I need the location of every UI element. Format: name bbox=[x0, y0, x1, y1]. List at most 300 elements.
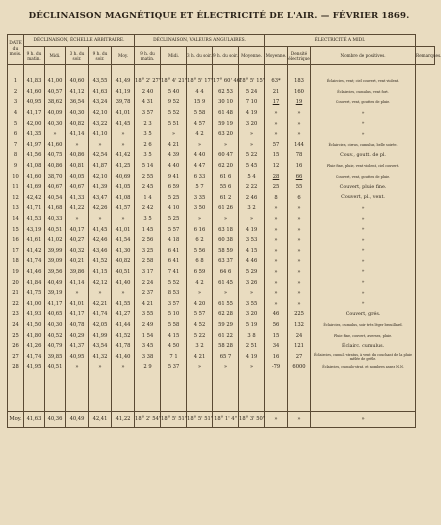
page-title: DÉCLINAISON MAGNÉTIQUE ET ÉLECTRICITÉ DE L'AIR. — FÉVRIER 1869. bbox=[28, 11, 410, 21]
table-row bbox=[8, 277, 435, 288]
table-row bbox=[8, 341, 435, 352]
table-cell: 5 25 bbox=[161, 193, 187, 204]
day-cell: 20 bbox=[8, 277, 24, 288]
table-cell: » bbox=[239, 129, 265, 140]
table-cell: » bbox=[239, 362, 265, 373]
table-cell: 3 2 bbox=[187, 341, 213, 352]
table-cell: 3 35 bbox=[187, 193, 213, 204]
table-cell: » bbox=[265, 267, 288, 278]
table-cell: » bbox=[288, 298, 311, 309]
table-cell: 40,81 bbox=[66, 161, 89, 172]
table-cell: 41,22 bbox=[66, 203, 89, 214]
table-cell: 41,37 bbox=[66, 341, 89, 352]
table-cell: 40,75 bbox=[45, 150, 66, 161]
remark-cell: Éclaircies, vent; ciel couvert, vent violent. bbox=[311, 76, 416, 87]
table-cell: 4 21 bbox=[135, 298, 161, 309]
table-cell: 4 21 bbox=[187, 351, 213, 362]
table-cell: » bbox=[112, 362, 135, 373]
table-cell: 43,47 bbox=[89, 193, 112, 204]
table-cell: 41,93 bbox=[24, 309, 45, 320]
table-cell: 2 55 bbox=[135, 171, 161, 182]
table-cell: 61 55 bbox=[213, 298, 239, 309]
table-cell: 27 bbox=[288, 351, 311, 362]
table-cell: 41,49 bbox=[112, 76, 135, 87]
table-cell: 42,46 bbox=[89, 235, 112, 246]
table-cell: 18° 5' 15" bbox=[239, 76, 265, 87]
table-cell: 42,10 bbox=[89, 171, 112, 182]
table-cell: 39,19 bbox=[45, 288, 66, 299]
mean-cell: 41,63 bbox=[24, 411, 45, 427]
table-cell: » bbox=[265, 129, 288, 140]
table-cell: 41,60 bbox=[24, 87, 45, 98]
table-cell: 5 51 bbox=[161, 118, 187, 129]
table-cell: 6 33 bbox=[187, 171, 213, 182]
day-cell: 28 bbox=[8, 362, 24, 373]
remark-cell: » bbox=[311, 298, 416, 309]
remark-cell: Couvert, vent, gouttes de pluie. bbox=[311, 97, 416, 108]
table-cell: » bbox=[213, 214, 239, 225]
table-cell: 40,51 bbox=[45, 224, 66, 235]
table-cell: 41,00 bbox=[45, 76, 66, 87]
table-cell bbox=[239, 373, 265, 412]
table-cell: 63 37 bbox=[213, 256, 239, 267]
table-cell: 2 45 bbox=[135, 182, 161, 193]
table-cell: 24 bbox=[288, 330, 311, 341]
table-cell: 3 5 bbox=[135, 214, 161, 225]
table-cell: 40,95 bbox=[66, 351, 89, 362]
table-cell: 41,60 bbox=[24, 171, 45, 182]
remark-cell: » bbox=[311, 214, 416, 225]
table-cell: 5 58 bbox=[187, 108, 213, 119]
table-cell: 4 4 bbox=[187, 87, 213, 98]
table-cell: 3 38 bbox=[135, 351, 161, 362]
table-row bbox=[8, 182, 435, 193]
table-cell: » bbox=[265, 256, 288, 267]
table-cell: 57 bbox=[265, 140, 288, 151]
table-cell bbox=[135, 65, 161, 77]
table-cell: » bbox=[265, 277, 288, 288]
table-cell: 40,17 bbox=[66, 224, 89, 235]
table-row bbox=[8, 320, 435, 331]
table-cell: 39,86 bbox=[66, 267, 89, 278]
table-row bbox=[8, 246, 435, 257]
remark-cell: » bbox=[311, 224, 416, 235]
table-row bbox=[8, 288, 435, 299]
table-cell: » bbox=[265, 214, 288, 225]
table-cell: 40,82 bbox=[112, 256, 135, 267]
table-cell bbox=[265, 373, 288, 412]
table-cell: 17° 60' 46" bbox=[213, 76, 239, 87]
table-cell: 62 53 bbox=[213, 87, 239, 98]
header-col: Densité électrique bbox=[288, 47, 311, 65]
table-cell: 3 5 bbox=[135, 129, 161, 140]
header-col: Remarques. bbox=[416, 47, 435, 65]
day-cell: 6 bbox=[8, 129, 24, 140]
table-cell: 41,45 bbox=[112, 118, 135, 129]
table-row bbox=[8, 224, 435, 235]
day-cell: 23 bbox=[8, 309, 24, 320]
table-cell: » bbox=[288, 118, 311, 129]
table-cell bbox=[89, 373, 112, 412]
table-cell: 4 10 bbox=[161, 203, 187, 214]
table-cell: 61 48 bbox=[213, 108, 239, 119]
table-cell: 41,00 bbox=[24, 298, 45, 309]
table-cell: 5 57 bbox=[187, 309, 213, 320]
table-cell: 5 52 bbox=[161, 108, 187, 119]
table-cell: 41,02 bbox=[45, 235, 66, 246]
remark-cell: Éclaircies, cirrus, cumulus, belle soirée. bbox=[311, 140, 416, 151]
table-cell: 5 14 bbox=[135, 161, 161, 172]
table-row bbox=[8, 214, 435, 225]
table-cell: 59 29 bbox=[213, 320, 239, 331]
day-cell: 1 bbox=[8, 76, 24, 87]
table-cell: 2 9 bbox=[135, 362, 161, 373]
table-cell: 39,78 bbox=[112, 97, 135, 108]
table-cell: 5 57 bbox=[161, 224, 187, 235]
table-cell: » bbox=[265, 224, 288, 235]
table-cell: 5 22 bbox=[187, 330, 213, 341]
table-cell: 41,54 bbox=[112, 235, 135, 246]
table-cell: 2 3 bbox=[135, 118, 161, 129]
table-row bbox=[8, 97, 435, 108]
table-cell: 2 49 bbox=[135, 320, 161, 331]
remark-cell: » bbox=[311, 203, 416, 214]
table-cell: 40,60 bbox=[66, 76, 89, 87]
table-cell: 43,54 bbox=[89, 341, 112, 352]
table-cell: 6 41 bbox=[161, 246, 187, 257]
table-cell: 78 bbox=[288, 150, 311, 161]
table-cell: 40,86 bbox=[45, 161, 66, 172]
table-cell: » bbox=[265, 203, 288, 214]
table-cell: 28 bbox=[265, 171, 288, 182]
table-cell bbox=[161, 65, 187, 77]
table-row bbox=[8, 150, 435, 161]
table-cell: 4 50 bbox=[161, 341, 187, 352]
remark-cell: Éclaircies, cumulus, soir très léger brouillard. bbox=[311, 320, 416, 331]
remark-cell: » bbox=[311, 267, 416, 278]
table-cell: 41,14 bbox=[66, 129, 89, 140]
table-cell: » bbox=[89, 288, 112, 299]
table-cell: 16 bbox=[288, 161, 311, 172]
table-cell bbox=[135, 373, 161, 412]
table-cell: 41,30 bbox=[112, 246, 135, 257]
table-cell: 39,09 bbox=[45, 256, 66, 267]
table-cell: 39,56 bbox=[45, 267, 66, 278]
table-cell: 3 2 bbox=[239, 203, 265, 214]
table-cell: 40,33 bbox=[45, 214, 66, 225]
table-cell: » bbox=[112, 129, 135, 140]
table-cell: 5 40 bbox=[161, 87, 187, 98]
table-cell: 38,70 bbox=[45, 171, 66, 182]
remark-cell: Couvert, vent, gouttes de pluie. bbox=[311, 171, 416, 182]
table-row bbox=[8, 118, 435, 129]
table-cell: 40,51 bbox=[112, 267, 135, 278]
remark-cell: Couvert, pl., vent. bbox=[311, 193, 416, 204]
table-cell: 3 50 bbox=[187, 203, 213, 214]
table-cell: 41,45 bbox=[89, 224, 112, 235]
table-cell: 41,53 bbox=[24, 214, 45, 225]
table-cell bbox=[89, 65, 112, 77]
table-cell: » bbox=[265, 246, 288, 257]
table-cell: 18° 4' 21" bbox=[161, 76, 187, 87]
table-cell: 41,33 bbox=[66, 193, 89, 204]
table-cell: 42,21 bbox=[89, 298, 112, 309]
table-cell: 5 25 bbox=[161, 214, 187, 225]
table-cell: 4 19 bbox=[239, 351, 265, 362]
table-cell: 6000 bbox=[288, 362, 311, 373]
table-cell: » bbox=[288, 246, 311, 257]
table-cell bbox=[187, 373, 213, 412]
table-cell: » bbox=[213, 140, 239, 151]
table-cell: » bbox=[112, 140, 135, 151]
table-cell: 5 22 bbox=[239, 150, 265, 161]
table-cell: 41,50 bbox=[24, 320, 45, 331]
table-cell: » bbox=[288, 108, 311, 119]
table-cell: 58 59 bbox=[213, 246, 239, 257]
table-row bbox=[8, 140, 435, 151]
header-col: 3 h. du soir. bbox=[66, 47, 89, 65]
table-cell: 40,05 bbox=[66, 171, 89, 182]
table-cell: -79 bbox=[265, 362, 288, 373]
table-cell: 41,40 bbox=[112, 351, 135, 362]
table-cell: 4 40 bbox=[161, 161, 187, 172]
table-cell: 3 55 bbox=[239, 298, 265, 309]
table-cell: 43,24 bbox=[89, 97, 112, 108]
table-row bbox=[8, 108, 435, 119]
header-group-angular: DÉCLINAISON, VALEURS ANGULAIRES. bbox=[135, 35, 265, 47]
table-cell: 41,32 bbox=[89, 351, 112, 362]
table-cell: » bbox=[288, 267, 311, 278]
table-cell: 3 25 bbox=[135, 246, 161, 257]
table-cell: 41,17 bbox=[66, 309, 89, 320]
table-cell: » bbox=[187, 214, 213, 225]
table-body bbox=[8, 65, 435, 412]
mean-cell: 42,41 bbox=[89, 411, 112, 427]
table-cell: 183 bbox=[288, 76, 311, 87]
table-cell: 63* bbox=[265, 76, 288, 87]
table-cell: 4 57 bbox=[187, 118, 213, 129]
table-cell: 4 19 bbox=[239, 108, 265, 119]
table-cell: 41,01 bbox=[66, 298, 89, 309]
mean-cell: 18° 3' 50" bbox=[239, 411, 265, 427]
day-cell: 18 bbox=[8, 256, 24, 267]
header-group-scale: DÉCLINAISON, ÉCHELLE ARBITRAIRE. bbox=[24, 35, 135, 47]
table-cell: 34 bbox=[265, 341, 288, 352]
table-cell: 41,97 bbox=[24, 140, 45, 151]
mean-cell: » bbox=[288, 411, 311, 427]
table-cell: 9 52 bbox=[161, 97, 187, 108]
table-row bbox=[8, 309, 435, 320]
table-cell: 65 7 bbox=[213, 351, 239, 362]
table-cell: » bbox=[288, 256, 311, 267]
table-cell: 41,69 bbox=[24, 182, 45, 193]
table-cell: 55 6 bbox=[213, 182, 239, 193]
table-cell: 40,67 bbox=[66, 182, 89, 193]
table-cell: 41,74 bbox=[24, 351, 45, 362]
table-cell: » bbox=[288, 129, 311, 140]
table-cell: 40,67 bbox=[45, 182, 66, 193]
table-cell: 40,65 bbox=[45, 309, 66, 320]
table-cell: » bbox=[288, 203, 311, 214]
table-cell: » bbox=[265, 118, 288, 129]
table-cell: 40,86 bbox=[66, 150, 89, 161]
header-col: Moyenne. bbox=[239, 47, 265, 65]
table-row bbox=[8, 65, 435, 77]
table-cell bbox=[239, 65, 265, 77]
table-cell: 160 bbox=[288, 87, 311, 98]
day-cell: 22 bbox=[8, 298, 24, 309]
table-cell: 2 40 bbox=[135, 87, 161, 98]
mean-label: Moy. bbox=[8, 411, 24, 427]
table-cell: » bbox=[112, 214, 135, 225]
table-cell: » bbox=[265, 235, 288, 246]
table-cell: » bbox=[161, 129, 187, 140]
table-cell: » bbox=[112, 288, 135, 299]
table-cell: 39,99 bbox=[45, 246, 66, 257]
remark-cell: Pluie fine, couvert, averses, pluie. bbox=[311, 330, 416, 341]
table-cell: 41,61 bbox=[24, 235, 45, 246]
table-cell: 62 20 bbox=[213, 161, 239, 172]
table-cell: 41,74 bbox=[89, 309, 112, 320]
day-cell: 9 bbox=[8, 161, 24, 172]
table-cell: 41,15 bbox=[89, 267, 112, 278]
table-row bbox=[8, 256, 435, 267]
table-cell: 40,51 bbox=[45, 362, 66, 373]
remark-cell: Éclaircies, cumul.-stratus, à vent du couchant de la pluie mêlée de grêle. bbox=[311, 351, 416, 362]
table-cell: 43,46 bbox=[89, 246, 112, 257]
table-cell: 6 59 bbox=[187, 267, 213, 278]
table-cell: 41,74 bbox=[24, 256, 45, 267]
table-cell: 4 2 bbox=[187, 129, 213, 140]
table-cell: 40,69 bbox=[112, 171, 135, 182]
table-cell: 42,00 bbox=[24, 118, 45, 129]
table-cell: 8 bbox=[265, 193, 288, 204]
header-col: Midi. bbox=[161, 47, 187, 65]
table-cell: 30 10 bbox=[213, 97, 239, 108]
table-cell: 62 28 bbox=[213, 309, 239, 320]
table-row bbox=[8, 193, 435, 204]
table-cell: 43,55 bbox=[89, 76, 112, 87]
header-col: Moy. bbox=[112, 47, 135, 65]
table-cell: 2 6 bbox=[135, 140, 161, 151]
table-cell: » bbox=[66, 362, 89, 373]
table-cell: 40,57 bbox=[45, 87, 66, 98]
table-cell: 41,57 bbox=[112, 203, 135, 214]
table-cell: 6 8 bbox=[187, 256, 213, 267]
table-cell: 41,35 bbox=[24, 129, 45, 140]
table-cell: 41,17 bbox=[24, 108, 45, 119]
remark-cell: » bbox=[311, 235, 416, 246]
table-cell: 5 45 bbox=[239, 161, 265, 172]
table-cell: 2 22 bbox=[239, 182, 265, 193]
table-cell: 5 19 bbox=[239, 320, 265, 331]
table-cell: 41,78 bbox=[112, 341, 135, 352]
table-cell: 41,68 bbox=[45, 203, 66, 214]
table-cell: 3 57 bbox=[135, 108, 161, 119]
day-cell: 5 bbox=[8, 118, 24, 129]
table-cell: 121 bbox=[288, 341, 311, 352]
day-cell: 21 bbox=[8, 288, 24, 299]
table-cell: » bbox=[265, 298, 288, 309]
table-cell: » bbox=[213, 288, 239, 299]
table-cell: 40,79 bbox=[45, 341, 66, 352]
mean-cell: 41,22 bbox=[112, 411, 135, 427]
table-cell: 225 bbox=[288, 309, 311, 320]
remark-cell: Couv., goutt. de pl. bbox=[311, 150, 416, 161]
table-cell: 4 2 bbox=[187, 277, 213, 288]
table-cell: 4 31 bbox=[135, 97, 161, 108]
table-cell: 2 56 bbox=[135, 235, 161, 246]
table-cell: 21 bbox=[265, 87, 288, 98]
table-cell: 41,84 bbox=[24, 277, 45, 288]
table-cell: 40,27 bbox=[66, 235, 89, 246]
header-col: Moyenne. bbox=[265, 47, 288, 65]
table-cell: 5 29 bbox=[239, 267, 265, 278]
header-col: 9 h. du matin. bbox=[24, 47, 45, 65]
table-cell bbox=[24, 373, 45, 412]
table-cell: » bbox=[239, 214, 265, 225]
remark-cell: » bbox=[311, 108, 416, 119]
table-row bbox=[8, 330, 435, 341]
table-cell: 41,80 bbox=[24, 330, 45, 341]
mean-cell: 18° 5' 51" bbox=[161, 411, 187, 427]
table-cell: 5 10 bbox=[161, 309, 187, 320]
table-cell: 3 45 bbox=[135, 341, 161, 352]
table-cell: » bbox=[89, 214, 112, 225]
table-cell: 41,46 bbox=[24, 267, 45, 278]
table-cell: 41,95 bbox=[24, 362, 45, 373]
table-cell: 4 18 bbox=[161, 235, 187, 246]
table-cell: 2 58 bbox=[135, 256, 161, 267]
day-cell: 4 bbox=[8, 108, 24, 119]
table-cell: 7 1 bbox=[161, 351, 187, 362]
table-cell: 46 bbox=[265, 309, 288, 320]
table-cell: 12 bbox=[265, 161, 288, 172]
table-cell: 3 8 bbox=[239, 330, 265, 341]
table-cell: 41,19 bbox=[112, 87, 135, 98]
table-cell: » bbox=[239, 288, 265, 299]
table-cell: 18° 5' 17" bbox=[187, 76, 213, 87]
table-cell: 2 24 bbox=[135, 277, 161, 288]
table-cell: 15 9 bbox=[187, 97, 213, 108]
table-cell: 3 57 bbox=[161, 298, 187, 309]
table-cell: 6 41 bbox=[161, 256, 187, 267]
day-cell: 19 bbox=[8, 267, 24, 278]
table-cell: 55 bbox=[288, 182, 311, 193]
day-cell: 3 bbox=[8, 97, 24, 108]
table-cell: 42,26 bbox=[89, 203, 112, 214]
table-cell: 61 6 bbox=[213, 171, 239, 182]
table-cell: 6 bbox=[288, 193, 311, 204]
table-cell: 5 56 bbox=[187, 246, 213, 257]
table-cell: 1 4 bbox=[135, 193, 161, 204]
table-cell: 41,52 bbox=[89, 256, 112, 267]
header-col: Midi. bbox=[45, 47, 66, 65]
header-col: 3 h. du soir. bbox=[187, 47, 213, 65]
table-cell: » bbox=[187, 288, 213, 299]
day-cell: 24 bbox=[8, 320, 24, 331]
table-cell: 25 bbox=[265, 182, 288, 193]
table-cell: 61 45 bbox=[213, 277, 239, 288]
table-cell: 1 45 bbox=[135, 224, 161, 235]
table-cell: 56 bbox=[265, 320, 288, 331]
table-cell: 8 53 bbox=[161, 288, 187, 299]
table-cell: 3 53 bbox=[239, 235, 265, 246]
table-cell: 64 6 bbox=[213, 267, 239, 278]
mean-row bbox=[8, 411, 435, 427]
table-cell bbox=[66, 65, 89, 77]
mean-cell: 18° 1' 4" bbox=[213, 411, 239, 427]
